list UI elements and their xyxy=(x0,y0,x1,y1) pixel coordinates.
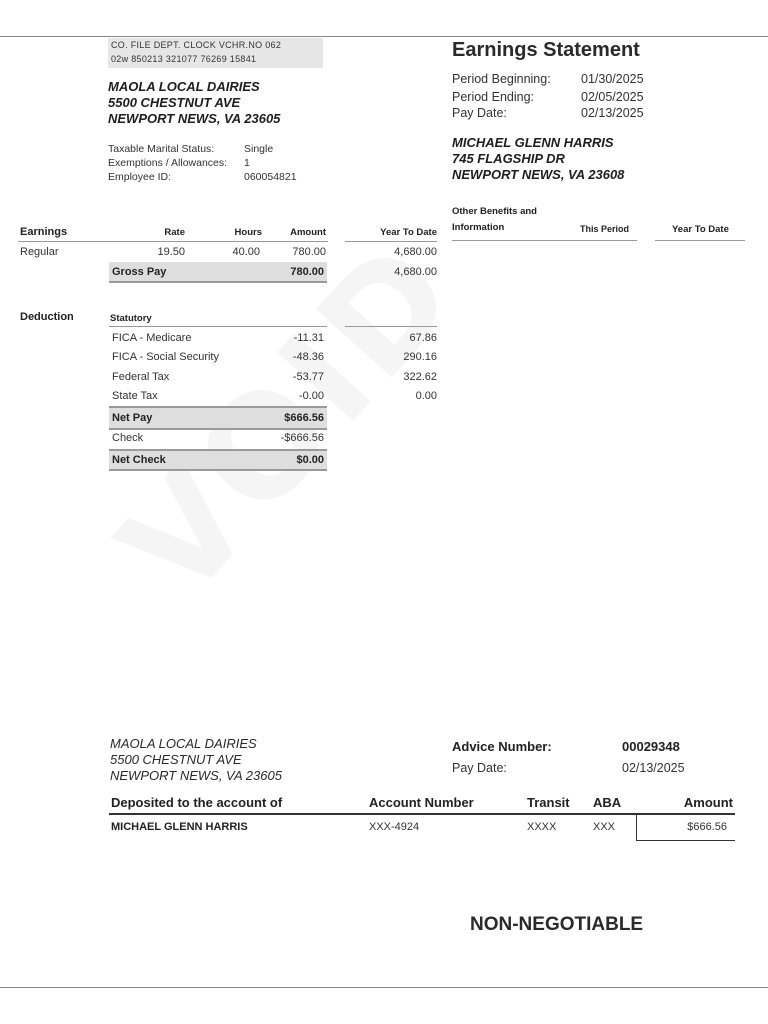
deposit-col-aba: ABA xyxy=(593,795,622,810)
net-pay-amount: $666.56 xyxy=(284,412,324,424)
exemptions-value: 1 xyxy=(244,157,250,169)
advice-pay-date-label: Pay Date: xyxy=(452,761,507,775)
benefits-rule-ytd xyxy=(655,240,745,241)
deduction-label-social-security: FICA - Social Security xyxy=(112,351,219,363)
company-city: NEWPORT NEWS, VA 23605 xyxy=(108,111,281,126)
deposit-amount: $666.56 xyxy=(687,821,727,833)
advice-company-city: NEWPORT NEWS, VA 23605 xyxy=(110,768,282,783)
advice-number-label: Advice Number: xyxy=(452,739,552,754)
deduction-label-medicare: FICA - Medicare xyxy=(112,332,192,344)
deduction-amount-medicare: -11.31 xyxy=(293,332,324,344)
period-begin-label: Period Beginning: xyxy=(452,72,551,86)
deduction-section-label: Deduction xyxy=(20,311,74,323)
earnings-col-ytd: Year To Date xyxy=(380,227,437,238)
exemptions-label: Exemptions / Allowances: xyxy=(108,157,228,169)
deposit-col-transit: Transit xyxy=(527,795,570,810)
deposit-account-number: XXX-4924 xyxy=(369,821,420,833)
deduction-amount-social-security: -48.36 xyxy=(292,351,324,363)
deposit-col-account-of: Deposited to the account of xyxy=(111,795,283,810)
deposit-transit: XXXX xyxy=(527,821,557,833)
earnings-hours: 40.00 xyxy=(232,246,260,258)
deposit-name: MICHAEL GLENN HARRIS xyxy=(111,821,248,833)
gross-pay-label: Gross Pay xyxy=(112,266,167,278)
net-pay-label: Net Pay xyxy=(112,412,153,424)
gross-pay-ytd: 4,680.00 xyxy=(394,266,437,278)
statutory-label: Statutory xyxy=(110,313,152,324)
net-check-label: Net Check xyxy=(112,454,166,466)
earnings-amount: 780.00 xyxy=(292,246,326,258)
check-amount: -$666.56 xyxy=(280,432,324,444)
deposit-col-account-number: Account Number xyxy=(369,795,474,810)
deduction-ytd-federal-tax: 322.62 xyxy=(403,371,437,383)
marital-status-value: Single xyxy=(244,143,274,155)
benefits-title-line2: Information xyxy=(452,222,505,233)
employee-city: NEWPORT NEWS, VA 23608 xyxy=(452,167,625,182)
employee-id-label: Employee ID: xyxy=(108,171,172,183)
benefits-col-ytd: Year To Date xyxy=(672,224,729,235)
deduction-amount-state-tax: -0.00 xyxy=(298,390,324,402)
earnings-section-label: Earnings xyxy=(20,226,68,238)
code-header-line1: CO. FILE DEPT. CLOCK VCHR.NO 062 xyxy=(111,40,282,50)
earnings-ytd: 4,680.00 xyxy=(394,246,437,258)
bottom-rule xyxy=(0,987,768,988)
benefits-rule-period xyxy=(452,240,637,241)
benefits-title-line1: Other Benefits and xyxy=(452,206,537,217)
earnings-header-rule xyxy=(18,241,328,242)
benefits-col-period: This Period xyxy=(580,224,630,234)
deduction-ytd-medicare: 67.86 xyxy=(409,332,437,344)
earnings-ytd-rule xyxy=(345,241,437,242)
advice-company-street: 5500 CHESTNUT AVE xyxy=(110,752,242,767)
period-end-label: Period Ending: xyxy=(452,90,535,104)
deduction-amount-federal-tax: -53.77 xyxy=(292,371,324,383)
check-label: Check xyxy=(112,432,144,444)
employee-id-value: 060054821 xyxy=(244,171,297,183)
deduction-ytd-state-tax: 0.00 xyxy=(415,390,437,402)
period-end-value: 02/05/2025 xyxy=(581,90,644,104)
deduction-label-federal-tax: Federal Tax xyxy=(112,371,170,383)
non-negotiable-label: NON-NEGOTIABLE xyxy=(470,914,644,935)
period-begin-value: 01/30/2025 xyxy=(581,72,644,86)
net-check-amount: $0.00 xyxy=(296,454,324,466)
code-header-box xyxy=(108,38,323,68)
pay-date-label: Pay Date: xyxy=(452,106,507,120)
advice-pay-date-value: 02/13/2025 xyxy=(622,761,685,775)
advice-number-value: 00029348 xyxy=(622,739,680,754)
earnings-row-label: Regular xyxy=(20,246,59,258)
earnings-col-rate: Rate xyxy=(164,227,185,238)
earnings-col-hours: Hours xyxy=(234,227,262,238)
statement-title: Earnings Statement xyxy=(452,39,640,61)
deduction-ytd-social-security: 290.16 xyxy=(403,351,437,363)
gross-pay-amount: 780.00 xyxy=(290,266,324,278)
pay-date-value: 02/13/2025 xyxy=(581,106,644,120)
earnings-rate: 19.50 xyxy=(157,246,185,258)
advice-company-name: MAOLA LOCAL DAIRIES xyxy=(110,736,257,751)
company-street: 5500 CHESTNUT AVE xyxy=(108,95,241,110)
deduction-ytd-rule xyxy=(345,326,437,327)
earnings-col-amount: Amount xyxy=(290,227,326,238)
deposit-col-amount: Amount xyxy=(683,795,733,810)
deposit-aba: XXX xyxy=(593,821,616,833)
deduction-label-state-tax: State Tax xyxy=(112,390,158,402)
employee-name: MICHAEL GLENN HARRIS xyxy=(452,135,614,150)
code-header-line2: 02w 850213 321077 76269 15841 xyxy=(111,54,257,64)
marital-status-label: Taxable Marital Status: xyxy=(108,143,215,155)
deduction-header-rule xyxy=(109,326,327,327)
company-name: MAOLA LOCAL DAIRIES xyxy=(108,79,260,94)
employee-street: 745 FLAGSHIP DR xyxy=(452,151,565,166)
